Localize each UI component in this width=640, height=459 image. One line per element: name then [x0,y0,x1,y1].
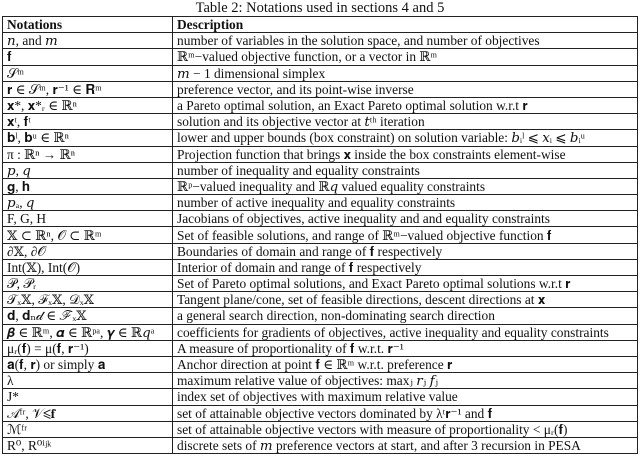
notation-cell: 𝐠, 𝐡 [3,178,173,194]
table-row [3,389,638,405]
table-row [3,259,638,275]
table-row [3,308,638,324]
notation-cell: 𝐝, 𝐝ₙ𝒹 ∈ ℱₓ𝕏 [3,308,173,324]
table-row [3,81,638,97]
notation-cell: 𝐱ᵗ, 𝐟ᵗ [3,114,173,130]
description-cell: number of active inequality and equality constraints [173,195,638,211]
notation-cell: 𝐚(𝐟, 𝐫) or simply 𝐚 [3,356,173,372]
notation-cell: 𝒯ₓ𝕏, ℱₓ𝕏, 𝒟ₓ𝕏 [3,292,173,308]
table-row [3,146,638,162]
header-description: Description [173,17,638,33]
table-row [3,276,638,292]
notation-cell: λ [3,373,173,389]
description-cell: set of attainable objective vectors dominated by λᵗ𝐫⁻¹ and 𝐟 [173,405,638,421]
table-row [3,227,638,243]
description-cell: ℝᵖ−valued inequality and ℝ𝑞 valued equality constraints [173,178,638,194]
description-cell: coefficients for gradients of objectives, active inequality and equality constraints [173,324,638,340]
description-cell: lower and upper bounds (box constraint) on solution variable: 𝑏ᵢˡ ⩽ 𝑥ᵢ ⩽ 𝑏ᵢᵘ [173,130,638,146]
description-cell: Jacobians of objectives, active inequality and and equality constraints [173,211,638,227]
description-cell: maximum relative value of objectives: maxⱼ 𝑟ⱼ 𝑓ⱼ [173,373,638,389]
description-cell: number of variables in the solution space, and number of objectives [173,33,638,49]
table-row [3,421,638,437]
notation-cell: 𝑛, and 𝑚 [3,33,173,49]
table-row [3,130,638,146]
description-cell: a general search direction, non-dominating search direction [173,308,638,324]
description-cell: ℝᵐ−valued objective function, or a vector in ℝᵐ [173,49,638,65]
table-row [3,405,638,421]
notation-cell: 𝐛ˡ, 𝐛ᵘ ∈ ℝⁿ [3,130,173,146]
notation-cell: R⁰, R⁰ⁱʲᵏ [3,437,173,453]
table-row [3,243,638,259]
description-cell: solution and its objective vector at 𝑡ᵗʰ iteration [173,114,638,130]
table-caption: Table 2: Notations used in sections 4 and 5 [195,0,445,16]
notation-cell: ∂𝕏, ∂𝒪 [3,243,173,259]
table-row [3,340,638,356]
notation-cell: 𝑝, 𝑞 [3,162,173,178]
notation-cell: J* [3,389,173,405]
table-row [3,178,638,194]
description-cell: 𝑚 − 1 dimensional simplex [173,65,638,81]
table-row [3,356,638,372]
description-cell: discrete sets of 𝑚 preference vectors at start, and after 3 recursion in PESA [173,437,638,453]
description-cell: Anchor direction at point 𝐟 ∈ ℝᵐ w.r.t. preference 𝐫 [173,356,638,372]
table-row [3,195,638,211]
table-row [3,292,638,308]
description-cell: set of attainable objective vectors with measure of proportionality < μᵣ(𝐟) [173,421,638,437]
description-cell: number of inequality and equality constraints [173,162,638,178]
description-cell: Projection function that brings 𝐱 inside the box constraints element-wise [173,146,638,162]
notation-cell: μᵣ(𝐟) = μ(𝐟, 𝐫⁻¹) [3,340,173,356]
table-row [3,65,638,81]
description-cell: preference vector, and its point-wise inverse [173,81,638,97]
description-cell: Interior of domain and range of 𝐟 respectively [173,259,638,275]
description-cell: Tangent plane/cone, set of feasible directions, descent directions at 𝐱 [173,292,638,308]
description-cell: a Pareto optimal solution, an Exact Pareto optimal solution w.r.t 𝐫 [173,97,638,113]
notation-cell: 𝒜ᶠʳ, 𝒱⩽𝐟 [3,405,173,421]
table-row [3,49,638,65]
description-cell: Set of Pareto optimal solutions, and Exact Pareto optimal solutions w.r.t 𝐫 [173,276,638,292]
notation-cell: 𝒫, 𝒫ᵣ [3,276,173,292]
description-cell: index set of objectives with maximum relative value [173,389,638,405]
notation-cell: Int(𝕏), Int(𝒪) [3,259,173,275]
table-row [3,324,638,340]
table-row [3,211,638,227]
notation-cell: ℳᶠʳ [3,421,173,437]
table-row [3,33,638,49]
description-cell: Boundaries of domain and range of 𝐟 respectively [173,243,638,259]
notation-cell: 𝕏 ⊂ ℝⁿ, 𝒪 ⊂ ℝᵐ [3,227,173,243]
table-row [3,97,638,113]
notation-cell: 𝐱*, 𝐱*ᵣ ∈ ℝⁿ [3,97,173,113]
notation-cell: π : ℝⁿ → ℝⁿ [3,146,173,162]
table-row [3,114,638,130]
table-row [3,373,638,389]
header-notations: Notations [3,17,173,33]
notation-cell: F, G, H [3,211,173,227]
notations-table [2,16,638,454]
notation-cell: 𝑝ₐ, 𝑞 [3,195,173,211]
notation-cell: 𝒮ᵐ [3,65,173,81]
table-row [3,162,638,178]
notation-cell: 𝐫 ∈ 𝒮ᵐ, 𝐫⁻¹ ∈ 𝐑ᵐ [3,81,173,97]
notation-cell: 𝜷 ∈ ℝᵐ, 𝜶 ∈ ℝᵖᵃ, 𝜸 ∈ ℝ𝑞ᵃ [3,324,173,340]
description-cell: A measure of proportionality of 𝐟 w.r.t. 𝐫⁻¹ [173,340,638,356]
description-cell: Set of feasible solutions, and range of ℝᵐ−valued objective function 𝐟 [173,227,638,243]
notation-cell: 𝐟 [3,49,173,65]
table-row [3,437,638,453]
table-header-row [3,17,638,33]
